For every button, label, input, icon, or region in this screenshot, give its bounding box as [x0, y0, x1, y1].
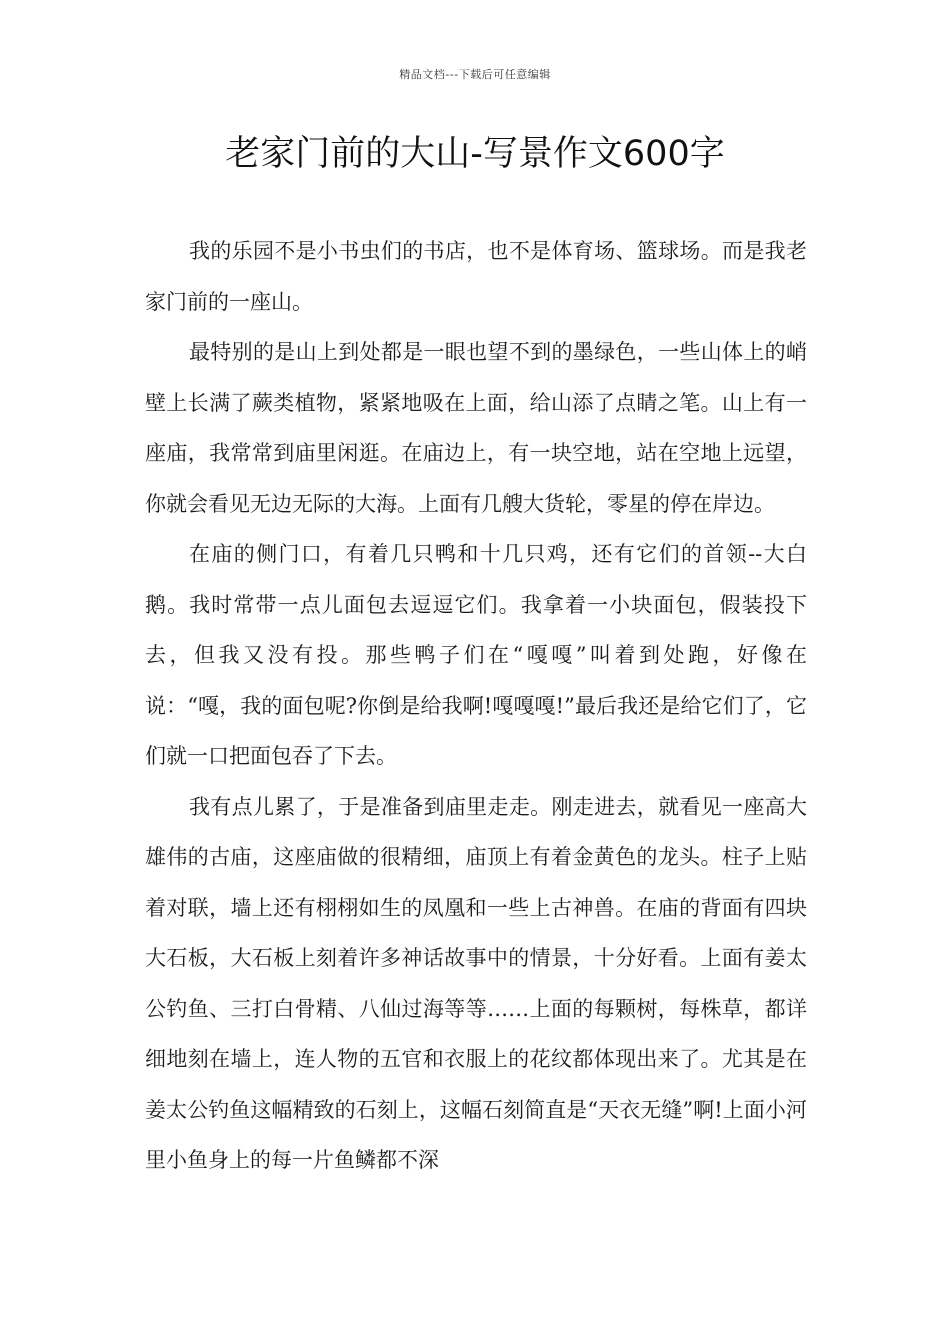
document-title: 老家门前的大山-写景作文600字	[225, 134, 725, 174]
paragraph-3: 在庙的侧门口，有着几只鸭和十几只鸡，还有它们的首领--大白鹅。我时常带一点儿面包去逗逗它们。我拿着一小块面包，假装投下去，但我又没有投。那些鸭子们在“嘎嘎”叫着到处跑，好像在说：“嘎，我的面包呢?你倒是给我啊!嘎嘎嘎!”最后我还是给它们了，它们就一口把面包吞了下去。	[145, 542, 807, 768]
paragraph-2: 最特别的是山上到处都是一眼也望不到的墨绿色，一些山体上的峭壁上长满了蕨类植物，紧紧地吸在上面，给山添了点睛之笔。山上有一座庙，我常常到庙里闲逛。在庙边上，有一块空地，站在空地上远望，你就会看见无边无际的大海。上面有几艘大货轮，零星的停在岸边。	[145, 340, 807, 516]
document-body	[145, 226, 807, 1186]
paragraph-1: 我的乐园不是小书虫们的书店，也不是体育场、篮球场。而是我老家门前的一座山。	[145, 239, 807, 314]
paragraph-4: 我有点儿累了，于是准备到庙里走走。刚走进去，就看见一座高大雄伟的古庙，这座庙做的很精细，庙顶上有着金黄色的龙头。柱子上贴着对联，墙上还有栩栩如生的凤凰和一些上古神兽。在庙的背面有四块大石板，大石板上刻着许多神话故事中的情景，十分好看。上面有姜太公钓鱼、三打白骨精、八仙过海等等……上面的每颗树，每株草，都详细地刻在墙上，连人物的五官和衣服上的花纹都体现出来了。尤其是在姜太公钓鱼这幅精致的石刻上，这幅石刻简直是“天衣无缝”啊!上面小河里小鱼身上的每一片鱼鳞都不深	[145, 794, 807, 1172]
page-header: 精品文档---下载后可任意编辑	[399, 68, 551, 81]
